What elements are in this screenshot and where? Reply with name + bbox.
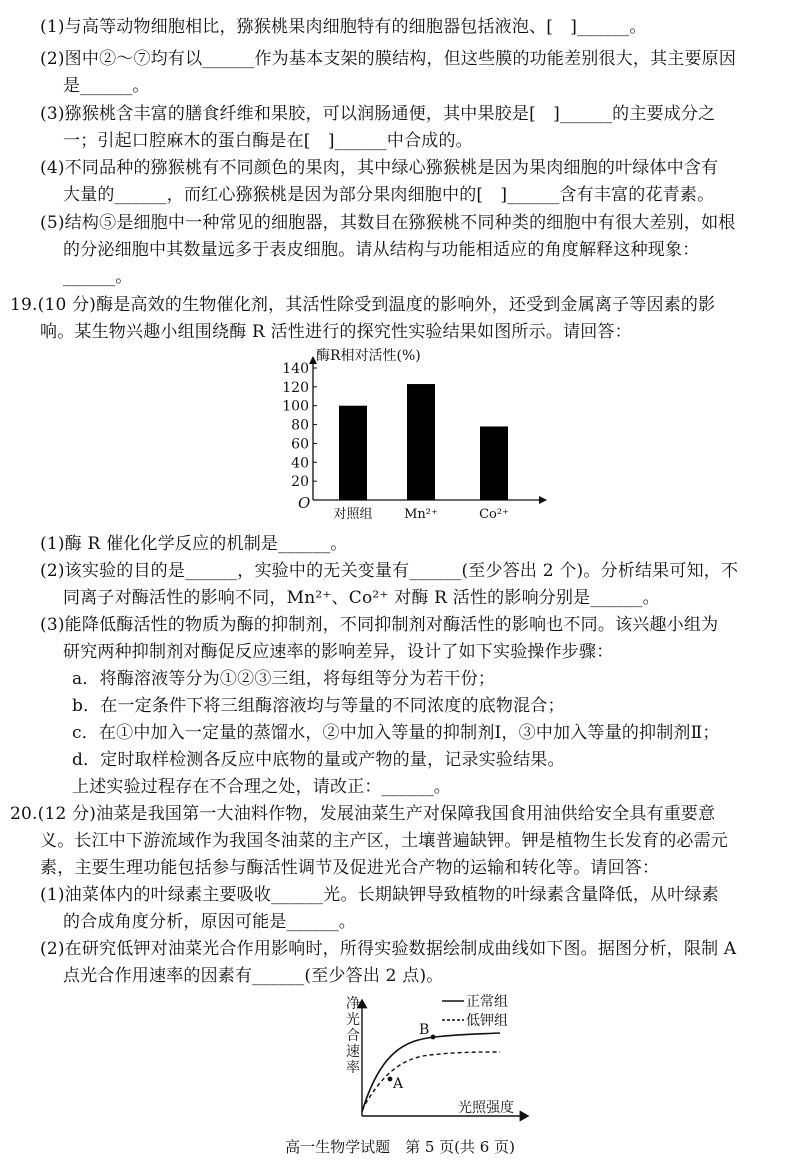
point-b-marker [431, 1035, 436, 1040]
chart-origin-label: O [298, 494, 311, 512]
q20-stem-line2: 义。长江中下游流域作为我国冬油菜的主产区，土壤普遍缺钾。钾是植物生长发育的必需元 [40, 831, 728, 851]
chart-y-tick-label: 80 [291, 417, 309, 434]
q19-part3-end: 上述实验过程存在不合理之处，请改正：______。 [72, 777, 451, 797]
point-b-label: B [419, 1022, 430, 1038]
chart-bars [339, 384, 508, 500]
q19-part3-line1: (3)能降低酶活性的物质为酶的抑制剂，不同抑制剂对酶活性的影响也不同。该兴趣小组为 [40, 615, 719, 635]
q18-part5-line2: 的分泌细胞中其数量远多于表皮细胞。请从结构与功能相适应的角度解释这种现象： [63, 240, 700, 260]
q20-stem-line1: 20.(12 分)油菜是我国第一大油料作物，发展油菜生产对保障我国食用油供给安全具有重要意 [10, 804, 716, 824]
chart-y-tick-label: 120 [282, 379, 309, 396]
chart-y-tick-label: 60 [291, 436, 309, 453]
curve-ylabel-char: 率 [346, 1060, 360, 1076]
q19-step-a: a．将酶溶液等分为①②③三组，将每组等分为若干份； [72, 669, 496, 689]
q19-part1: (1)酶 R 催化化学反应的机制是______。 [40, 534, 348, 554]
q18-part3-line1: (3)猕猴桃含丰富的膳食纤维和果胶，可以润肠通便，其中果胶是[ ]______的主要成分之 [40, 104, 716, 124]
chart-y-tick-label: 20 [291, 474, 309, 491]
q19-step-b: b．在一定条件下将三组酶溶液均与等量的不同浓度的底物混合； [72, 696, 565, 716]
chart-bar [407, 384, 435, 500]
q20-part2-line2: 点光合作用速率的因素有______(至少答出 2 点)。 [63, 966, 444, 986]
point-a-marker [388, 1077, 393, 1082]
q18-part2-line2: 是______。 [63, 76, 150, 96]
q20-part1-line2: 的合成角度分析，原因可能是______。 [63, 912, 356, 932]
curve-xlabel: 光照强度 [458, 1100, 514, 1116]
chart-bar [339, 406, 367, 500]
q19-stem-line1: 19.(10 分)酶是高效的生物催化剂，其活性除受到温度的影响外，还受到金属离子等因素的影 [10, 295, 716, 315]
q18-part4-line2: 大量的______，而红心猕猴桃是因为部分果肉细胞中的[ ]______含有丰富的花青素。 [63, 185, 715, 205]
chart-y-ticks [282, 361, 317, 490]
chart-ylabel: 酶R相对活性(%) [316, 348, 421, 364]
q19-step-d: d．定时取样检测各反应中底物的量或产物的量，记录实验结果。 [72, 750, 565, 770]
curve-ylabel-char: 净 [346, 996, 360, 1012]
chart-y-tick-label: 140 [282, 361, 309, 377]
q20-part1-line1: (1)油菜体内的叶绿素主要吸收______光。长期缺钾导致植物的叶绿素含量降低，从叶绿素 [40, 885, 719, 905]
legend-normal-label: 正常组 [466, 994, 508, 1010]
q19-part3-line2: 研究两种抑制剂对酶促反应速率的影响差异，设计了如下实验操作步骤： [63, 642, 614, 662]
chart-x-arrow [539, 496, 547, 504]
chart-x-labels [333, 506, 508, 522]
curve-ylabel-char: 光 [346, 1012, 360, 1028]
chart-x-label: Co²⁺ [479, 507, 509, 522]
point-a-label: A [393, 1076, 404, 1092]
q18-part2-line1: (2)图中②～⑦均有以______作为基本支架的膜结构，但这些膜的功能差别很大，其主要原因 [40, 49, 737, 69]
q19-part2-line1: (2)该实验的目的是______，实验中的无关变量有______(至少答出 2 个)。分析结果可知，不 [40, 561, 739, 581]
page-footer: 高一生物学试题 第 5 页(共 6 页) [285, 1138, 515, 1156]
enzyme-activity-bar-chart [270, 342, 560, 522]
curve-ylabel-char: 合 [346, 1028, 360, 1044]
q18-part5-line1: (5)结构⑤是细胞中一种常见的细胞器，其数目在猕猴桃不同种类的细胞中有很大差别，如根 [40, 213, 736, 233]
chart-y-tick-label: 100 [282, 398, 309, 415]
q18-part1: (1)与高等动物细胞相比，猕猴桃果肉细胞特有的细胞器包括液泡、[ ]______。 [40, 17, 647, 37]
q20-part2-line1: (2)在研究低钾对油菜光合作用影响时，所得实验数据绘制成曲线如下图。据图分析，限制 A [40, 939, 737, 959]
q19-step-c: c．在①中加入一定量的蒸馏水，②中加入等量的抑制剂Ⅰ，③中加入等量的抑制剂Ⅱ； [72, 723, 720, 743]
q19-stem-line2: 响。某生物兴趣小组围绕酶 R 活性进行的探究性实验结果如图所示。请回答： [40, 322, 632, 342]
chart-x-label: Mn²⁺ [404, 507, 438, 522]
curve-ylabel-char: 速 [346, 1044, 360, 1060]
q18-part5-line3: ______。 [63, 267, 133, 287]
q19-part2-line2: 同离子对酶活性的影响不同，Mn²⁺、Co²⁺ 对酶 R 活性的影响分别是______。 [63, 588, 660, 608]
q18-part4-line1: (4)不同品种的猕猴桃有不同颜色的果肉，其中绿心猕猴桃是因为果肉细胞的叶绿体中含有 [40, 158, 719, 178]
curve-ylabel [346, 996, 360, 1076]
chart-y-tick-label: 40 [291, 455, 309, 472]
chart-x-label: 对照组 [333, 507, 373, 522]
chart-bar [480, 426, 508, 500]
q20-stem-line3: 素，主要生理功能包括参与酶活性调节及促进光合产物的运输和转化等。请回答： [40, 858, 660, 878]
photosynthesis-curve-figure [330, 992, 545, 1127]
legend-low-label: 低钾组 [466, 1013, 508, 1029]
q18-part3-line2: 一；引起口腔麻木的蛋白酶是在[ ]______中合成的。 [63, 131, 473, 151]
